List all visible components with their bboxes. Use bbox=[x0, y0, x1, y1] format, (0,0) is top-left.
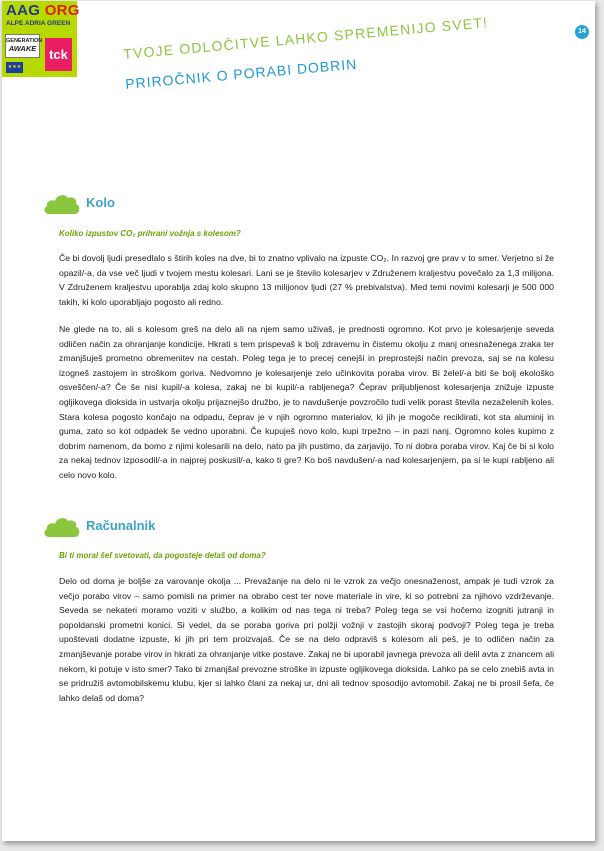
page-number: 14 bbox=[575, 25, 589, 39]
badge-awake-text: AWAKE bbox=[8, 44, 37, 53]
page-header-subtitle: PRIROČNIK O PORABI DOBRIN bbox=[124, 55, 358, 92]
page-header-title: TVOJE ODLOČITVE LAHKO SPREMENIJO SVET! bbox=[122, 14, 489, 62]
badge-top-text: GENERATION bbox=[6, 38, 43, 44]
generation-awake-badge bbox=[5, 34, 43, 58]
section-question: Bi ti moral šef svetovati, da pogosteje delaš od doma? bbox=[59, 551, 266, 560]
paragraph: Ne glede na to, ali s kolesom greš na delo ali na njem samo uživaš, je prednosti ogromno. Kot prvo je kolesarjenje seveda odličen način za ohranjanje kondicije. Hkrati s tem prispevaš k bolj zdravemu in čistemu okolju z manj onesnaženega zraka ter zmanjšuješ prometno obremenitev na cestah. Poleg tega je to precej cenejši in preprostejši način prevoza, saj se na kolesu izogneš zastojem in stroškom goriva. Nedvomno je kolesarjenje zelo učinkovita poraba virov. Bi želel/-a biti še bolj ekološko osveščen/-a? Če še nisi kupil/-a kolesa, zakaj ne bi kupil/-a rabljenega? Čeprav priljubljenost kolesarjenja znižuje izpuste ogljikovega dioksida in ustvarja okolju prijaznejšo družbo, je to navdušenje povzročilo tudi velik porast števila nezaželenih koles. Stara kolesa pogosto končajo na odpadu, čeprav je v njih ogromno materialov, ki jih je mogoče reciklirati, kot sta aluminij in guma, zato so kot odpadek še vedno uporabni. Če kupuješ novo kolo, kupi trpežno – in pazi nanj. Ogromno koles kupimo z dobrim namenom, da bomo z njimi kolesarili na delo, nato pa jih pustimo, da zarjavijo. To ni dobra poraba virov. Kaj če bi si kolo za nekaj tednov izposodil/-a in najprej poskusil/-a, kako ti gre? Ko boš navdušen/-a nad kolesarjenjem, pa si le kupi rabljeno ali celo novo kolo. bbox=[59, 324, 554, 480]
section-title-racunalnik: Računalnik bbox=[86, 518, 156, 533]
eu-flag-icon: ★★★ bbox=[6, 62, 23, 73]
section-question: Koliko izpustov CO₂ prihrani vožnja s kolesom? bbox=[59, 229, 241, 238]
tck-logo: tck bbox=[45, 38, 72, 71]
paragraph: Če bi dovolj ljudi presedlalo s štirih koles na dve, bi to znatno vplivalo na izpuste CO₂. In razvoj gre prav v to smer. Verjetno si že opazil/-a, da vse več ljudi v tvojem mestu kolesari. Lani se je število kolesarjev v Združenem kraljestvu povečalo za 1,3 milijona. V Združenem kraljestvu uporablja zdaj kolo skupno 13 milijonov ljudi (27 % prebivalstva). Med temi novimi kolesarji je 500 000 takih, ki kolo uporabljajo pogosto ali redno. bbox=[59, 253, 554, 307]
section-title-kolo: Kolo bbox=[86, 195, 115, 210]
cloud-icon bbox=[43, 192, 81, 216]
paragraph: Delo od doma je boljše za varovanje okolja ... Prevažanje na delo ni le vzrok za večjo onesnaženost, ampak je tudi vzrok za večjo porabo virov – samo pomisli na primer na obrabo cest ter nove materiale in vire, ki so potrebni za njihovo vzdrževanje. Seveda se nekateri moramo voziti v službo, a kolikim od nas tega ni treba? Poleg tega se vsi hočemo izogniti jutranji in popoldanski prometni konici. Si vedel, da se poraba goriva pri polžji vožnji v zastojih skoraj podvoji? Poleg tega je treba upoštevati dodatne izpuste, ki jih pri tem proizvajaš. Če se na delo odpraviš s kolesom ali peš, je to odličen način za zmanjševanje porabe virov in hkrati za ohranjanje vitke postave. Zakaj ne bi uporabil javnega prevoza ali delil avta z znancem ali nekom, ki potuje v isto smer? Tako bi zmanjšal prevozne stroške in izpuste ogljikovega dioksida. Lahko pa se celo znebiš avta in se pridružiš avtomobilskemu klubu, kjer si lahko člani za nekaj ur, dni ali tednov sposodijo avtomobil. Zakaj ne bi prosil šefa, če lahko delaš od doma? bbox=[59, 576, 554, 703]
logo-aag: AAG bbox=[6, 2, 41, 19]
logo-org: ORG bbox=[44, 2, 80, 19]
document-page bbox=[2, 1, 595, 841]
aag-logo-text bbox=[6, 2, 80, 19]
logo-subtitle: ALPE ADRIA GREEN bbox=[6, 20, 71, 27]
cloud-icon bbox=[43, 515, 81, 539]
organization-logo bbox=[2, 1, 80, 77]
